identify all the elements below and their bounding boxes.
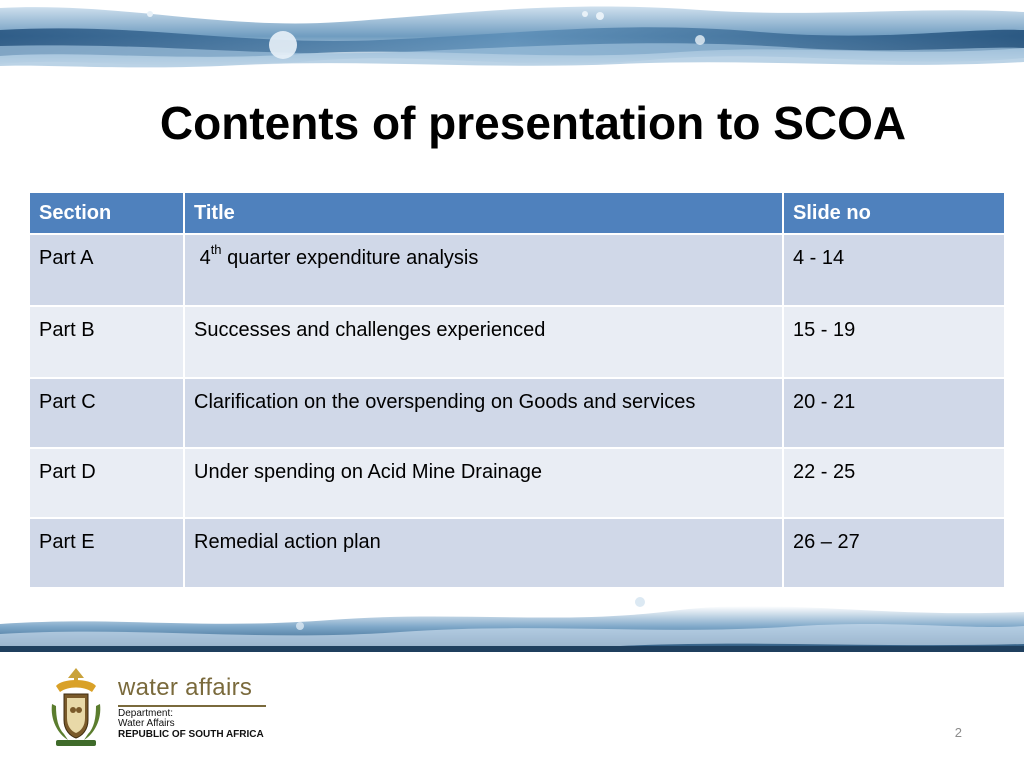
cell-section: Part E <box>29 518 184 588</box>
cell-slides: 26 – 27 <box>783 518 1005 588</box>
cell-slides: 15 - 19 <box>783 306 1005 378</box>
cell-slides: 22 - 25 <box>783 448 1005 518</box>
department-logo <box>44 664 274 748</box>
brand-department-label: Department: <box>118 708 174 719</box>
top-water-banner <box>0 0 1024 80</box>
slide-number: 2 <box>954 725 962 740</box>
contents-table <box>28 191 1006 589</box>
cell-title: Clarification on the overspending on Goods and services <box>184 378 783 448</box>
cell-section: Part C <box>29 378 184 448</box>
header-title: Title <box>184 192 783 234</box>
bottom-water-banner <box>0 590 1024 652</box>
table-row <box>29 518 1005 588</box>
table-row <box>29 234 1005 306</box>
header-section: Section <box>29 192 184 234</box>
cell-section: Part B <box>29 306 184 378</box>
cell-title-prefix: 4 <box>199 247 211 269</box>
cell-title <box>184 234 783 306</box>
brand-divider <box>118 705 266 707</box>
brand-country: REPUBLIC OF SOUTH AFRICA <box>118 729 264 740</box>
table-row <box>29 448 1005 518</box>
table-row <box>29 378 1005 448</box>
table-row <box>29 306 1005 378</box>
cell-title-text: quarter expenditure analysis <box>221 247 479 269</box>
coat-of-arms-icon <box>44 664 108 748</box>
brand-department-name: Water Affairs <box>118 718 175 729</box>
brand-name: water affairs <box>118 674 253 701</box>
header-slide-no: Slide no <box>783 192 1005 234</box>
cell-slides: 4 - 14 <box>783 234 1005 306</box>
table-header-row <box>29 192 1005 234</box>
cell-section: Part A <box>29 234 184 306</box>
cell-slides: 20 - 21 <box>783 378 1005 448</box>
slide-title: Contents of presentation to SCOA <box>159 97 907 149</box>
cell-title-superscript: th <box>210 242 222 258</box>
cell-title: Remedial action plan <box>184 518 783 588</box>
cell-section: Part D <box>29 448 184 518</box>
cell-title: Under spending on Acid Mine Drainage <box>184 448 783 518</box>
cell-title: Successes and challenges experienced <box>184 306 783 378</box>
